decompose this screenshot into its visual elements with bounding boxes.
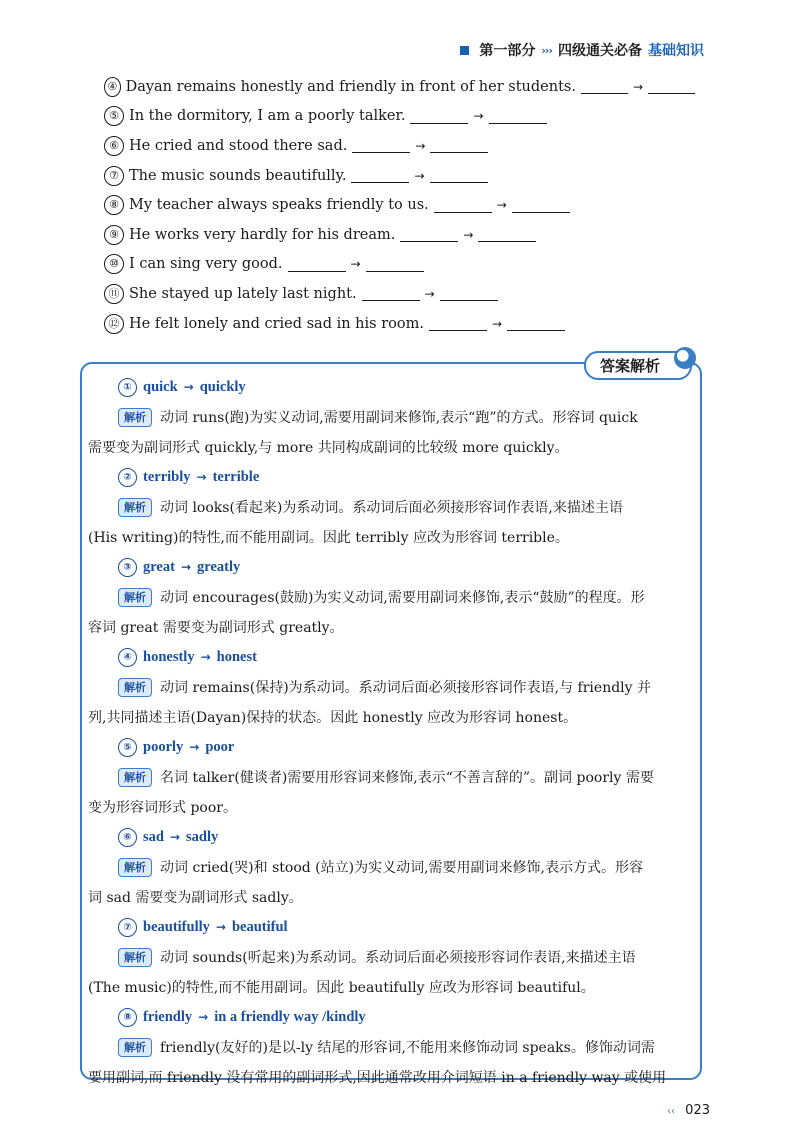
header-title-blue: 基础知识 (648, 43, 704, 59)
explanation-line (88, 402, 692, 432)
answer-blank-after (648, 79, 695, 94)
explanation-text: 词 sad 需要变为副词形式 sadly。 (88, 890, 303, 906)
exercise-item (104, 72, 700, 102)
exercise-item (104, 309, 700, 339)
arrow-icon: → (496, 198, 507, 213)
explanation-text: 要用副词,而 friendly 没有常用的副词形式,因此通常改用介词短语 in a friendly way 或使用 (88, 1070, 667, 1086)
answer-from: honestly (143, 648, 195, 665)
exercise-text: In the dormitory, I am a poorly talker. (129, 108, 406, 125)
answer-to: terrible (212, 468, 260, 485)
arrow-icon: → (473, 109, 484, 124)
explanation-line-continued (88, 432, 692, 462)
header-title: 四级通关必备 (558, 43, 642, 59)
header-square-icon (460, 46, 469, 55)
exercise-number: ⑥ (104, 136, 124, 156)
answer-number: ⑤ (118, 738, 137, 757)
explanation-badge: 解析 (118, 1038, 152, 1057)
answer-number: ③ (118, 558, 137, 577)
answer-from: sad (143, 828, 164, 845)
answer-blank-after (507, 316, 565, 331)
explanation-text: 动词 runs(跑)为实义动词,需要用副词来修饰,表示“跑”的方式。形容词 quick (160, 410, 638, 426)
answer-number: ⑦ (118, 918, 137, 937)
exercise-number: ⑧ (104, 195, 124, 215)
explanation-text: 需要变为副词形式 quickly,与 more 共同构成副词的比较级 more quickly。 (88, 440, 569, 456)
answer-blank-before (400, 227, 458, 242)
explanation-line (88, 582, 692, 612)
exercise-text: He cried and stood there sad. (129, 137, 348, 154)
exercise-item (104, 279, 700, 309)
explanation-text: 动词 sounds(听起来)为系动词。系动词后面必须接形容词作表语,来描述主语 (160, 950, 636, 966)
answer-to: in a friendly way /kindly (214, 1008, 366, 1025)
answer-from: quick (143, 378, 178, 395)
explanation-line-continued (88, 612, 692, 642)
answer-blank-after (366, 257, 424, 272)
arrow-icon: → (350, 257, 361, 272)
explanation-line (88, 762, 692, 792)
exercise-text: I can sing very good. (129, 256, 283, 273)
answer-blank-before (288, 257, 346, 272)
answer-line (88, 642, 692, 672)
answer-line (88, 822, 692, 852)
answer-to: sadly (186, 828, 219, 845)
exercise-text: He works very hardly for his dream. (129, 226, 396, 243)
answer-blank-after (430, 168, 488, 183)
explanation-line (88, 672, 692, 702)
explanation-badge: 解析 (118, 948, 152, 967)
header-part: 第一部分 (479, 43, 536, 59)
explanation-text: 动词 remains(保持)为系动词。系动词后面必须接形容词作表语,与 friendly 并 (160, 680, 652, 696)
explanation-badge: 解析 (118, 768, 152, 787)
explanation-line (88, 852, 692, 882)
explanation-badge: 解析 (118, 408, 152, 427)
explanation-line (88, 492, 692, 522)
answer-number: ⑥ (118, 828, 137, 847)
exercise-item (104, 161, 700, 191)
exercise-list (104, 72, 700, 338)
exercise-item (104, 220, 700, 250)
arrow-icon: → (414, 168, 425, 183)
answer-to: beautiful (231, 918, 288, 935)
answer-blank-before (581, 79, 628, 94)
answer-blank-after (440, 286, 498, 301)
answer-number: ② (118, 468, 137, 487)
answer-blank-after (489, 109, 547, 124)
explanation-line-continued (88, 972, 692, 1002)
arrow-icon: → (463, 227, 474, 242)
explanation-text: (His writing)的特性,而不能用副词。因此 terribly 应改为形容词 terrible。 (88, 530, 569, 546)
answer-to: honest (216, 648, 257, 665)
exercise-number: ⑨ (104, 225, 124, 245)
answer-line (88, 552, 692, 582)
arrow-icon: → (415, 138, 426, 153)
exercise-number: ⑪ (104, 284, 124, 304)
answer-number: ① (118, 378, 137, 397)
explanation-line-continued (88, 882, 692, 912)
explanation-badge: 解析 (118, 588, 152, 607)
answer-blank-before (434, 198, 492, 213)
exercise-text: The music sounds beautifully. (129, 167, 347, 184)
explanation-line-continued (88, 792, 692, 822)
answer-from: terribly (143, 468, 191, 485)
answer-blank-after (478, 227, 536, 242)
explanation-line-continued (88, 1062, 692, 1092)
exercise-item (104, 131, 700, 161)
explanation-text: friendly(友好的)是以-ly 结尾的形容词,不能用来修饰动词 speaks。修饰动词需 (160, 1040, 655, 1056)
arrow-icon: → (198, 1010, 209, 1024)
explanation-text: 名词 talker(健谈者)需要用形容词来修饰,表示“不善言辞的”。副词 poorly 需要 (160, 770, 654, 786)
explanation-badge: 解析 (118, 498, 152, 517)
explanation-text: 动词 looks(看起来)为系动词。系动词后面必须接形容词作表语,来描述主语 (160, 500, 623, 516)
exercise-number: ⑦ (104, 166, 124, 186)
exercise-item (104, 250, 700, 280)
exercise-text: Dayan remains honestly and friendly in front of her students. (125, 78, 576, 95)
explanation-text: 容词 great 需要变为副词形式 greatly。 (88, 620, 344, 636)
arrow-icon: → (424, 286, 435, 301)
answer-blank-after (512, 198, 570, 213)
answer-blank-before (410, 109, 468, 124)
exercise-item (104, 190, 700, 220)
answer-blank-before (352, 138, 410, 153)
explanation-text: 变为形容词形式 poor。 (88, 800, 237, 816)
explanation-text: (The music)的特性,而不能用副词。因此 beautifully 应改为形容词 beautiful。 (88, 980, 595, 996)
answer-from: friendly (143, 1008, 193, 1025)
arrow-icon: → (180, 560, 192, 574)
answer-blank-before (429, 316, 487, 331)
page-header (460, 40, 704, 60)
explanation-text: 动词 encourages(鼓励)为实义动词,需要用副词来修饰,表示“鼓励”的程度。形 (160, 590, 645, 606)
exercise-number: ⑫ (104, 314, 124, 334)
answer-number: ⑧ (118, 1008, 137, 1027)
answer-line (88, 732, 692, 762)
answer-list (88, 372, 692, 1092)
exercise-number: ⑩ (104, 254, 124, 274)
arrow-icon: → (632, 79, 643, 94)
exercise-number: ④ (104, 77, 121, 97)
answer-blank-before (351, 168, 409, 183)
answer-line (88, 1002, 692, 1032)
arrow-icon: → (200, 650, 211, 664)
explanation-badge: 解析 (118, 678, 152, 697)
page-footer (667, 1103, 710, 1118)
answer-to: greatly (197, 558, 241, 575)
explanation-line (88, 1032, 692, 1062)
arrow-icon: → (189, 740, 200, 754)
header-arrows-icon: ››› (541, 43, 552, 57)
answer-blank-before (362, 286, 420, 301)
arrow-icon: → (196, 470, 207, 484)
explanation-line-continued (88, 522, 692, 552)
arrow-icon: → (491, 316, 503, 331)
explanation-text: 动词 cried(哭)和 stood (站立)为实义动词,需要用副词来修饰,表示方式。形容 (160, 860, 643, 876)
title-bubble-icon (674, 347, 696, 369)
answer-number: ④ (118, 648, 137, 667)
answer-box-title-text: 答案解析 (599, 357, 660, 375)
exercise-text: He felt lonely and cried sad in his room. (129, 315, 424, 332)
arrow-icon: → (183, 380, 194, 394)
answer-blank-after (430, 138, 488, 153)
answer-from: poorly (143, 738, 184, 755)
answer-line (88, 372, 692, 402)
footer-arrows-icon: ‹‹ (667, 1106, 676, 1117)
answer-line (88, 462, 692, 492)
exercise-text: My teacher always speaks friendly to us. (129, 197, 429, 214)
explanation-line-continued (88, 702, 692, 732)
answer-line (88, 912, 692, 942)
answer-from: great (143, 558, 175, 575)
answer-box (80, 357, 702, 1086)
answer-to: quickly (199, 378, 246, 395)
explanation-badge: 解析 (118, 858, 152, 877)
exercise-item (104, 102, 700, 132)
exercise-number: ⑤ (104, 106, 124, 126)
explanation-text: 列,共同描述主语(Dayan)保持的状态。因此 honestly 应改为形容词 honest。 (88, 710, 578, 726)
exercise-text: She stayed up lately last night. (129, 285, 357, 302)
arrow-icon: → (215, 920, 226, 934)
answer-from: beautifully (143, 918, 210, 935)
page-number: 023 (685, 1103, 710, 1118)
answer-to: poor (205, 738, 235, 755)
explanation-line (88, 942, 692, 972)
arrow-icon: → (169, 830, 181, 844)
